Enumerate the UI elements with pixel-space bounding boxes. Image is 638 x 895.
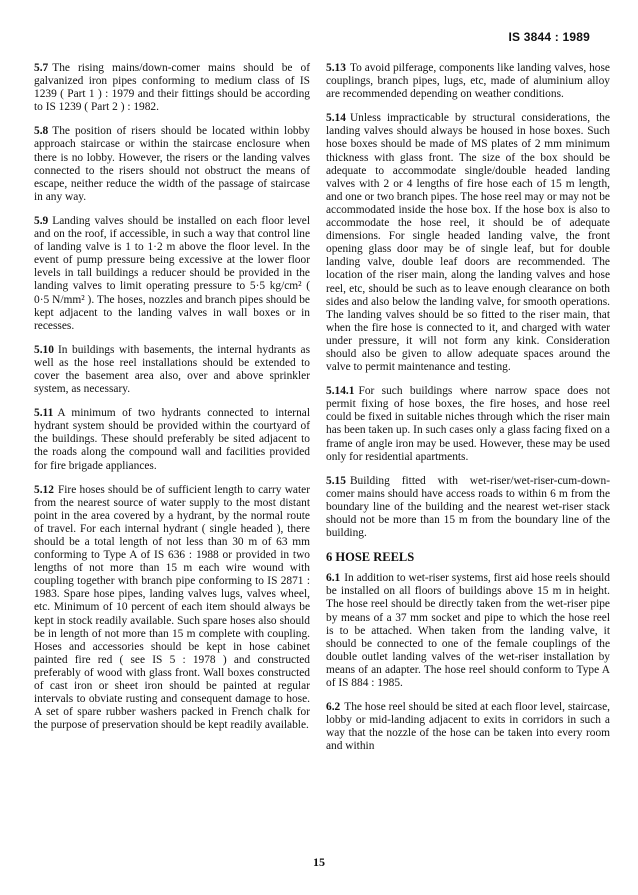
clause-text: To avoid pilferage, components like landing valves, hose couplings, branch pipes, lugs, etc, made of aluminium alloy are recommended depending on weather conditions. (326, 62, 610, 101)
clause-number: 5.10 (34, 343, 54, 356)
clause-text: The position of risers should be located within lobby approach staircase or within the staircase enclosure when there is no lobby. However, the risers or the landing valves connected to the risers should not obstruct the means of escape, neither reduce the width of the passage of staircase in any way. (34, 125, 310, 203)
clause-5-13 (326, 62, 610, 101)
clause-number: 5.9 (34, 214, 49, 227)
clause-text: Landing valves should be installed on each floor level and on the roof, if accessible, in such a way that control line of landing valve is 1 to 1·2 m above the floor level. In the event of pump pressure being excessive at the lower floor levels in tall buildings a reducer should be provided in the landing valves to limit operating pressure to 5·5 kg/cm² ( 0·5 N/mm² ). The hoses, nozzles and branch pipes should be kept adjacent to the landing valves in wall boxes or in recesses. (34, 214, 310, 332)
page-number: 15 (313, 855, 325, 869)
clause-number: 5.11 (34, 407, 54, 420)
clause-text: The hose reel should be sited at each floor level, staircase, lobby or mid-landing adjacent to exits in corridors in such a way that the nozzle of the hose can be taken into every room and within (326, 701, 610, 753)
right-column (326, 62, 610, 765)
clause-text: In addition to wet-riser systems, first aid hose reels should be installed on all floors of buildings above 15 m in height. The hose reel should be directly taken from the wet-riser pipe by means of a 37 mm socket and pipe to which the hose reel is to be attached. When taken from the landing valve, it should be connected to one of the female couplings of the double outlet landing valves of the wet-riser installation by means of an adapter. The hose reel should conform to Type A of IS 884 : 1985. (326, 572, 610, 690)
section-heading-hose-reels: 6 HOSE REELS (326, 550, 415, 565)
clause-5-12 (34, 484, 310, 733)
clause-number: 6.2 (326, 701, 341, 714)
clause-text: In buildings with basements, the internal hydrants as well as the hose reel installations should be extended to cover the basement area also, over and above sprinkler system, as necessary. (34, 343, 310, 396)
clause-5-9 (34, 215, 310, 333)
clause-5-10 (34, 344, 310, 396)
clause-number: 5.13 (326, 62, 346, 74)
clause-number: 5.14.1 (326, 385, 355, 398)
clause-5-11 (34, 407, 310, 472)
clause-5-7 (34, 62, 310, 114)
clause-text: Unless impracticable by structural considerations, the landing valves should always be housed in hose boxes. Such hose boxes should be made of MS plates of 2 mm minimum thickness with glass front. The size of the box should be adequate to accommodate single/double headed landing valves with 2 or 4 lengths of fire hose each of 15 m length, and one or two branch pipes. The hose reel may or may not be accommodated inside the hose box. If the hose box is also to accommodate the hose reel, it should be of adequate dimensions. For single headed landing valve, the front opening glass door may be of single leaf, but for double landing valve, double leaf doors are recommended. The location of the riser main, along the landing valves and hose reel, etc, should be such as to leave enough clearance on both sides and also below the landing valve, for smooth operations. The landing valves should be so fitted to the riser main, that when the fire hose is connected to it, and charged with water under pressure, it will not form any kink. Consideration should also be given to allow adequate spaces around the valve to permit maintenance and testing. (326, 112, 610, 374)
clause-text: A minimum of two hydrants connected to internal hydrant system should be provided within the courtyard of the buildings. These should preferably be sited adjacent to the roads along the compound wall and facilities provided for fire brigade appliances. (34, 407, 310, 472)
clause-text: Fire hoses should be of sufficient length to carry water from the nearest source of water supply to the most distant point in the area covered by a hydrant, by the normal route of travel. For each internal hydrant ( single headed ), there should be a total length of not less than 30 m of 63 mm conforming to Type A of IS 636 : 1988 or provided in two lengths of not more than 15 m each wire wound with coupling together with branch pipe conforming to IS 2871 : 1983. Spare hose pipes, landing valves lugs, valves wheel, etc. Minimum of 10 percent of each item should always be kept in stock readily available. Such spare hoses also should be in length of not more than 15 m complete with coupling. Hoses and accessories should be kept in hose cabinet painted fire red ( see IS 5 : 1978 ) and constructed preferably of wood with glass front. Wall boxes constructed of cast iron or sheet iron should be painted at regular intervals to obviate rusting and consequent damage to hose. A set of spare rubber washers packed in French chalk for the purpose of preservation should be kept readily available. (34, 483, 310, 732)
clause-number: 5.12 (34, 483, 54, 496)
clause-text: Building fitted with wet-riser/wet-riser-cum-down-comer mains should have access roads to within 6 m from the boundary line of the building and the nearest wet-riser stack should not be more than 15 m from the boundary line of the building. (326, 474, 610, 540)
standard-number-header: IS 3844 : 1989 (508, 30, 590, 44)
clause-number: 5.14 (326, 112, 346, 125)
clause-number: 5.15 (326, 474, 346, 487)
clause-5-8 (34, 125, 310, 204)
clause-text: For such buildings where narrow space does not permit fixing of hose boxes, the fire hoses, and hose reel could be fixed in suitable niches through which the riser main has been taken up. In such cases only a glass facing fixed on a frame of angle iron may be used. However, these may be used only for residential apartments. (326, 385, 610, 463)
clause-6-2 (326, 701, 610, 753)
clause-number: 5.7 (34, 62, 49, 74)
clause-6-1 (326, 572, 610, 690)
clause-number: 5.8 (34, 125, 49, 138)
clause-5-14 (326, 112, 610, 374)
clause-number: 6.1 (326, 572, 341, 585)
clause-text: The rising mains/down-comer mains should be of galvanized iron pipes conforming to medium class of IS 1239 ( Part 1 ) : 1979 and their fittings should be according to IS 1239 ( Part 2 ) : 1982. (34, 62, 310, 114)
clause-5-15 (326, 475, 610, 540)
clause-5-14-1 (326, 385, 610, 464)
left-column (34, 62, 310, 743)
